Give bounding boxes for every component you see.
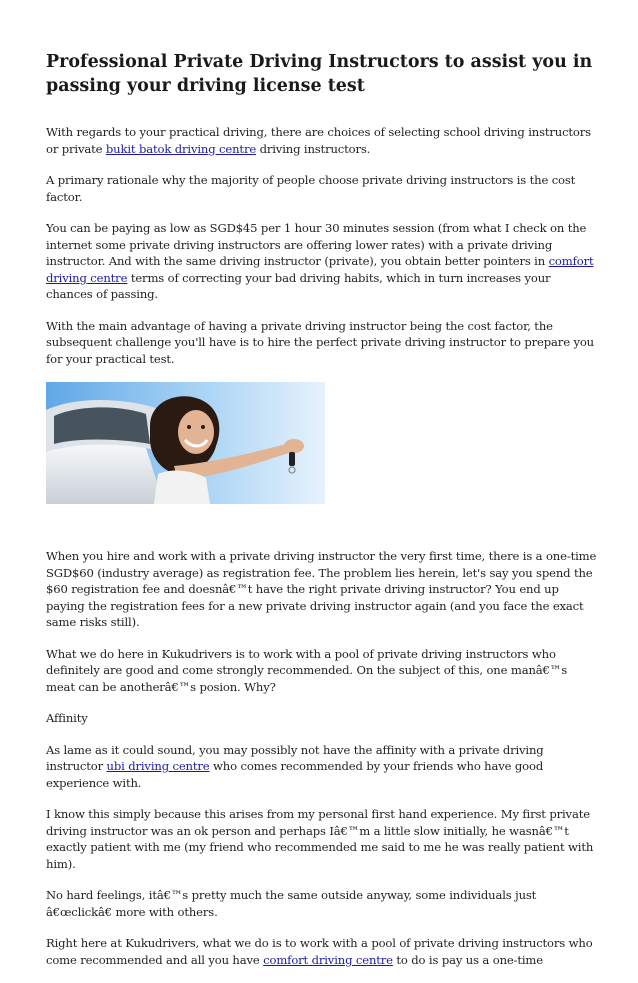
paragraph-no-hard-feelings: No hard feelings, itâ€™s pretty much the same outside anyway, some individuals just â€œclickâ€ more with others. xyxy=(46,888,537,919)
paragraph-cost-rationale: A primary rationale why the majority of people choose private driving instructors is the cost factor. xyxy=(46,173,576,204)
paragraph-text: who comes recommended by your friends who have good experience with. xyxy=(46,759,544,790)
paragraph-text: You can be paying as low as SGD$45 per 1 hour 30 minutes session (from what I check on the internet some private driving instructors are offering lower rates) with a private driving instructor. And with the same driving instructor (private), you obtain better pointers in xyxy=(46,221,587,268)
paragraph-affinity-heading: Affinity xyxy=(46,711,88,725)
paragraph-text: With regards to your practical driving, there are choices of selecting school driving instructors or private xyxy=(46,125,591,156)
link-comfort-driving-centre[interactable]: comfort driving centre xyxy=(46,254,594,285)
paragraph-registration-fee: When you hire and work with a private driving instructor the very first time, there is a one-time SGD$60 (industry average) as registration fee. The problem lies herein, let's say you spend the $60 registration fee and doesnâ€™t have the right private driving instructor? You end up paying the registration fees for a new private driving instructor again (and you face the exact same risks still). xyxy=(46,549,597,629)
paragraph-text: to do is pay us a one-time xyxy=(392,952,543,967)
page-title: Professional Private Driving Instructors to assist you in passing your driving license test xyxy=(46,52,593,96)
paragraph-text: driving instructors. xyxy=(256,141,371,156)
paragraph-pricing xyxy=(46,220,598,303)
paragraph-text: As lame as it could sound, you may possibly not have the affinity with a private driving instructor xyxy=(46,742,544,773)
link-bukit-batok-driving-centre[interactable]: bukit batok driving centre xyxy=(105,141,257,156)
paragraph-challenge: With the main advantage of having a private driving instructor being the cost factor, the subsequent challenge you'll have is to hire the perfect private driving instructor to prepare you for your practical test. xyxy=(46,318,594,366)
document-page xyxy=(46,50,598,983)
link-comfort-driving-centre-2[interactable]: comfort driving centre xyxy=(263,952,393,967)
link-ubi-driving-centre[interactable]: ubi driving centre xyxy=(106,759,210,773)
paragraph-text: Right here at Kukudrivers, what we do is to work with a pool of private driving instructors who come recommended and all you have xyxy=(46,936,593,967)
paragraph-intro xyxy=(46,124,598,157)
paragraph-kukudrivers-pool: What we do here in Kukudrivers is to work with a pool of private driving instructors who definitely are good and come strongly recommended. On the subject of this, one manâ€™s meat can be anotherâ€™s posion. Why? xyxy=(46,646,568,694)
woman-in-car-photo xyxy=(46,382,325,504)
paragraph-affinity xyxy=(46,742,598,792)
paragraph-closing xyxy=(46,935,598,968)
paragraph-experience: I know this simply because this arises from my personal first hand experience. My first private driving instructor was an ok person and perhaps Iâ€™m a little slow initially, he wasnâ€™t exactly patient with me (my friend who recommended me said to me he was really patient with him). xyxy=(46,807,594,871)
paragraph-text: terms of correcting your bad driving habits, which in turn increases your chances of passing. xyxy=(46,270,551,301)
